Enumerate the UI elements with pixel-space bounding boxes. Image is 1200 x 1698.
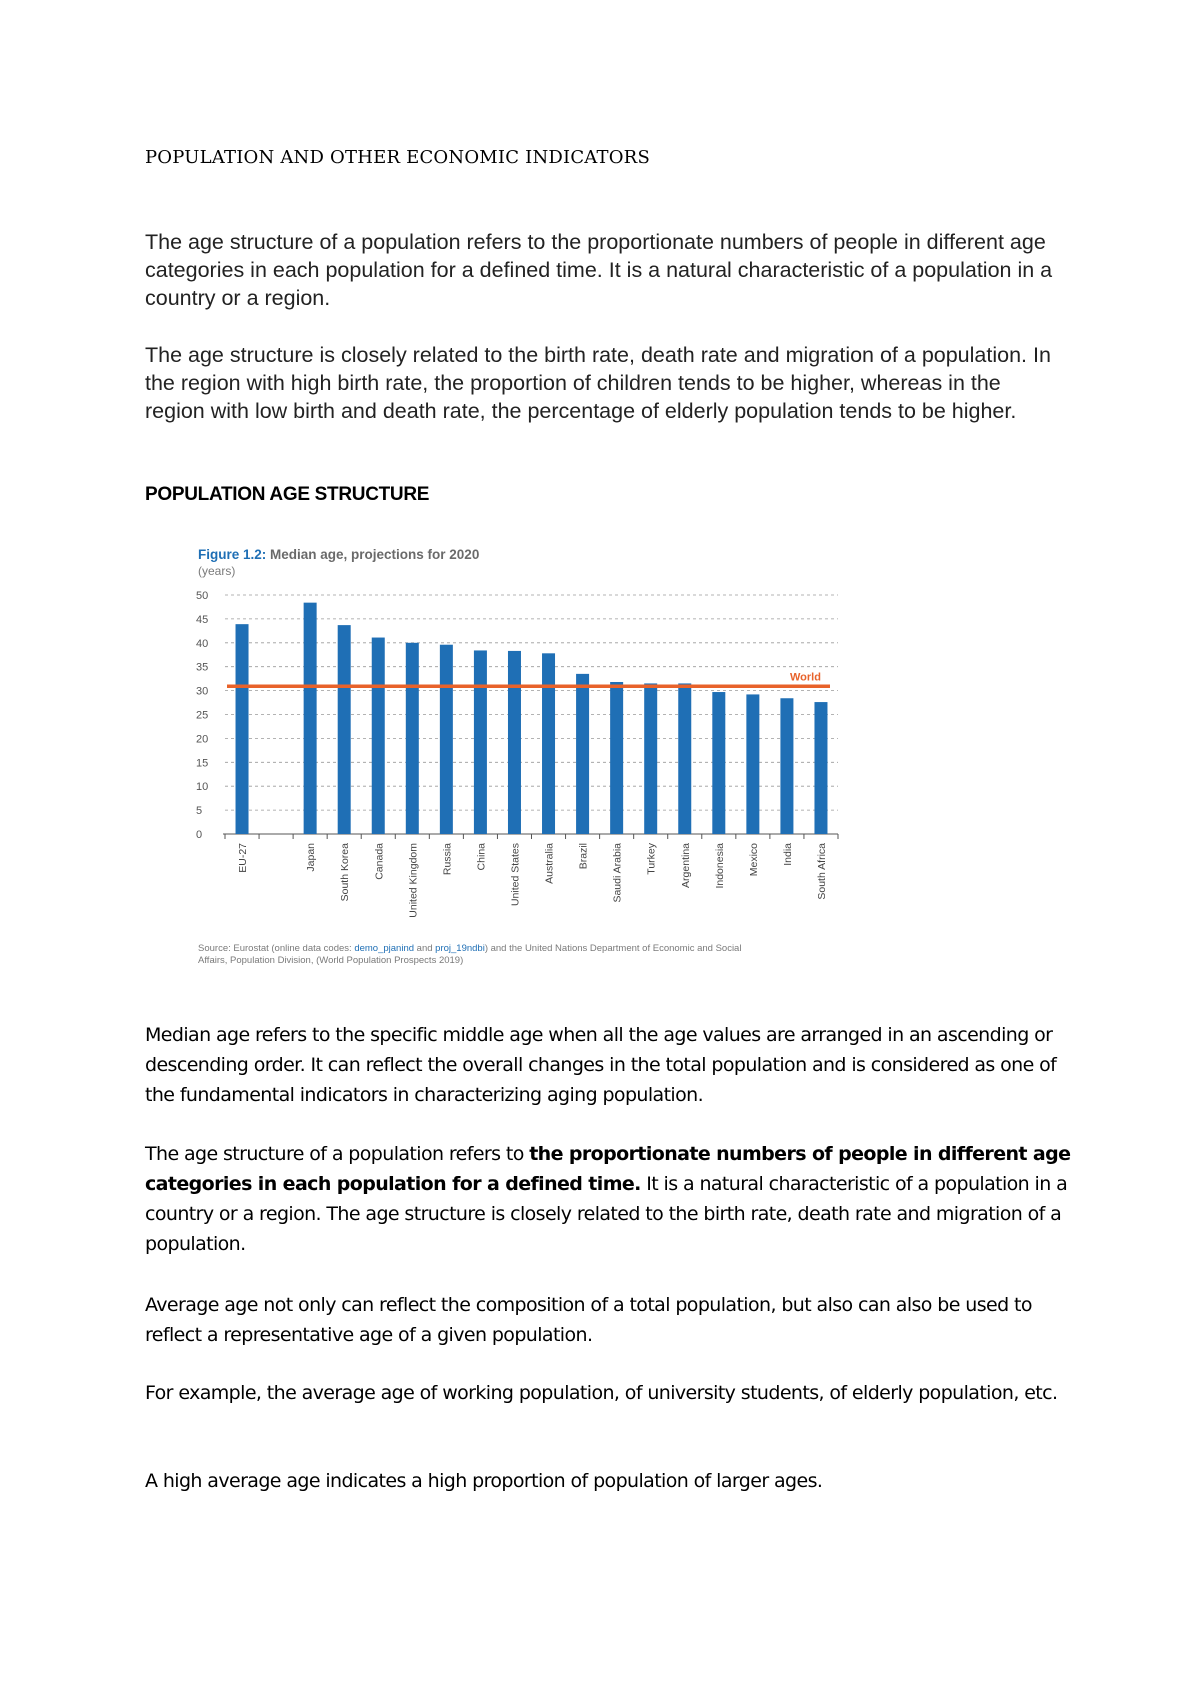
source-code-1[interactable]: demo_pjanind	[354, 943, 415, 954]
bar	[338, 625, 351, 834]
bar	[678, 683, 691, 834]
figure-number: Figure 1.2:	[198, 547, 267, 562]
median-age-paragraph: Median age refers to the specific middle age when all the age values are arranged in an ascending or descending order. It can reflect the overall changes in the total population and is considered as one of the fundamental indicators in characterizing aging population.	[145, 1024, 1057, 1106]
bar	[610, 682, 623, 834]
y-tick-label: 30	[196, 685, 209, 698]
world-reference-label: World	[790, 671, 821, 684]
y-tick-label: 15	[196, 757, 209, 770]
source-and: and	[414, 943, 436, 954]
bar	[644, 683, 657, 834]
y-tick-label: 50	[196, 590, 209, 602]
bar	[236, 624, 249, 834]
bar	[406, 643, 419, 834]
age-structure-paragraph	[145, 1139, 1080, 1259]
bar	[440, 645, 453, 834]
x-tick-label: India	[781, 843, 794, 866]
bar	[746, 694, 759, 834]
bar	[780, 698, 793, 834]
x-tick-label: Mexico	[747, 843, 760, 877]
figure-unit: (years)	[198, 564, 236, 578]
document-title: POPULATION AND OTHER ECONOMIC INDICATORS	[145, 147, 650, 168]
y-tick-label: 0	[196, 829, 203, 841]
x-tick-label: Canada	[373, 843, 386, 880]
x-tick-label: Japan	[305, 843, 318, 872]
y-tick-label: 35	[196, 661, 209, 674]
y-tick-label: 5	[196, 805, 203, 818]
figure-source	[198, 943, 758, 967]
age-structure-text-end: It is a natural characteristic of a population in a country or a region. The age structure is closely related to the birth rate, death rate and migration of a population.	[145, 1173, 1068, 1255]
x-tick-label: Australia	[543, 843, 556, 884]
x-tick-label: Turkey	[645, 843, 658, 875]
bar	[474, 650, 487, 834]
x-tick-label: Indonesia	[713, 843, 726, 889]
y-tick-label: 10	[196, 781, 209, 794]
x-tick-label: South Korea	[339, 843, 352, 902]
x-tick-label: EU-27	[237, 843, 250, 873]
section-heading: POPULATION AGE STRUCTURE	[145, 484, 430, 505]
y-tick-label: 40	[196, 637, 209, 650]
x-tick-label: United States	[509, 843, 522, 907]
x-tick-label: United Kingdom	[407, 843, 420, 918]
bar	[372, 638, 385, 834]
bar	[576, 674, 589, 834]
bar	[304, 603, 317, 834]
x-tick-label: Saudi Arabia	[611, 843, 624, 903]
x-tick-label: Brazil	[577, 843, 590, 870]
age-structure-text-start: The age structure of a population refers to	[145, 1143, 530, 1165]
figure-title-text: Median age, projections for 2020	[266, 547, 480, 562]
example-paragraph: For example, the average age of working population, of university students, of elderly population, etc.	[145, 1382, 1058, 1404]
intro-paragraph-2: The age structure is closely related to the birth rate, death rate and migration of a population. In the region with high birth rate, the proportion of children tends to be higher, whereas in the region with low birth and death rate, the percentage of elderly population tends to be higher.	[145, 343, 1051, 423]
y-tick-label: 25	[196, 709, 209, 722]
x-tick-label: Argentina	[679, 843, 692, 888]
y-tick-label: 45	[196, 613, 209, 626]
bar	[814, 702, 827, 834]
intro-paragraph-1: The age structure of a population refers to the proportionate numbers of people in different age categories in each population for a defined time. It is a natural characteristic of a population in a country or a region.	[145, 230, 1053, 310]
bar	[712, 692, 725, 834]
figure-title	[198, 547, 479, 562]
bar	[542, 653, 555, 834]
average-age-paragraph: Average age not only can reflect the composition of a total population, but also can also be used to reflect a representative age of a given population.	[145, 1294, 1032, 1346]
bar	[508, 651, 521, 834]
median-age-chart	[195, 545, 855, 975]
median-age-figure	[195, 545, 855, 975]
x-tick-label: Russia	[441, 843, 454, 876]
source-suffix: ) and the United Nations Department of Economic and Social Affairs, Population Division, (World Population Prospects 2019)	[198, 943, 742, 966]
age-structure-bold-definition: the proportionate numbers of people in different age categories in each population for a defined time.	[145, 1143, 1071, 1195]
source-prefix: Source: Eurostat (online data codes:	[198, 943, 355, 954]
high-average-age-paragraph: A high average age indicates a high proportion of population of larger ages.	[145, 1470, 823, 1492]
source-code-2[interactable]: proj_19ndbi	[435, 943, 485, 954]
x-tick-label: China	[475, 843, 488, 871]
x-tick-label: South Africa	[815, 843, 828, 900]
y-tick-label: 20	[196, 733, 209, 746]
